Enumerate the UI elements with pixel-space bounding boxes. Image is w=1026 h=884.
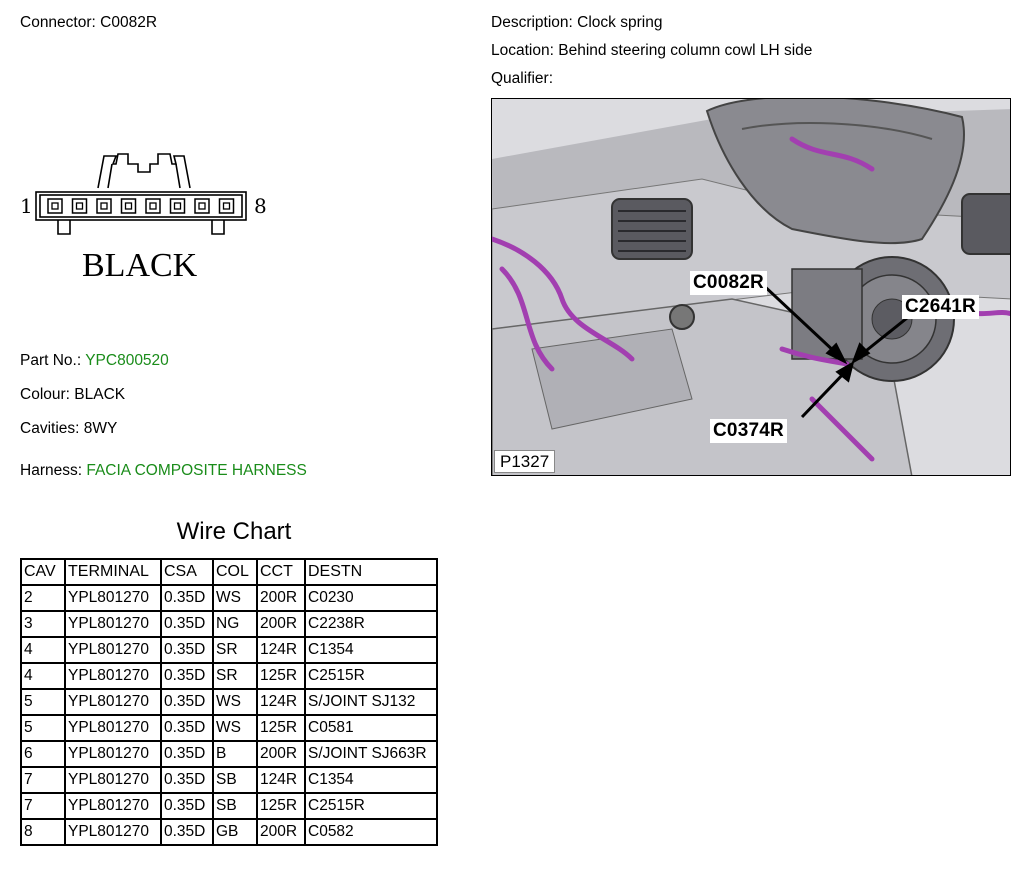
photo-id-label: P1327 (494, 450, 555, 473)
cell-csa: 0.35D (161, 819, 213, 845)
connector-pin (122, 199, 136, 213)
cell-cav: 7 (21, 793, 65, 819)
connector-pin-contact (126, 203, 132, 209)
connector-pin-contact (199, 203, 205, 209)
cell-destn: C0230 (305, 585, 437, 611)
colour-value: BLACK (74, 386, 126, 403)
wire-chart-row (21, 793, 437, 819)
cell-cct: 200R (257, 741, 305, 767)
cell-col: NG (213, 611, 257, 637)
cell-terminal: YPL801270 (65, 637, 161, 663)
header-terminal: TERMINAL (65, 559, 161, 585)
cell-terminal: YPL801270 (65, 585, 161, 611)
connector-pins (48, 199, 234, 213)
cell-cav: 2 (21, 585, 65, 611)
cell-cav: 4 (21, 663, 65, 689)
wire-chart-row (21, 637, 437, 663)
wire-chart-row (21, 741, 437, 767)
connector-face-diagram (18, 150, 280, 290)
cell-csa: 0.35D (161, 663, 213, 689)
cell-csa: 0.35D (161, 689, 213, 715)
connector-pin-contact (101, 203, 107, 209)
connector-pin (73, 199, 87, 213)
wire-chart-table (20, 558, 438, 846)
cell-cav: 5 (21, 715, 65, 741)
wire-chart-row (21, 767, 437, 793)
cell-col: SR (213, 663, 257, 689)
description-line (491, 14, 662, 32)
wire-chart-row (21, 819, 437, 845)
cell-destn: C1354 (305, 767, 437, 793)
location-photo (491, 98, 1011, 476)
cell-cct: 125R (257, 715, 305, 741)
cell-cct: 125R (257, 663, 305, 689)
cell-csa: 0.35D (161, 637, 213, 663)
cell-terminal: YPL801270 (65, 767, 161, 793)
connector-pin-contact (175, 203, 181, 209)
cell-destn: C1354 (305, 637, 437, 663)
cell-csa: 0.35D (161, 715, 213, 741)
wire-chart-row (21, 663, 437, 689)
cavities-line (20, 420, 117, 438)
connector-pin (146, 199, 160, 213)
cell-terminal: YPL801270 (65, 819, 161, 845)
connector-id-value: C0082R (100, 14, 158, 31)
header-col: COL (213, 559, 257, 585)
cell-cct: 124R (257, 637, 305, 663)
connector-pin-contact (224, 203, 230, 209)
cell-cct: 124R (257, 689, 305, 715)
connector-pin (171, 199, 185, 213)
cell-csa: 0.35D (161, 611, 213, 637)
cell-cct: 200R (257, 585, 305, 611)
qualifier-label: Qualifier: (491, 70, 554, 87)
part-number-label: Part No.: (20, 352, 82, 369)
callout-c2641r: C2641R (902, 295, 979, 319)
location-value: Behind steering column cowl LH side (558, 42, 813, 59)
cell-cav: 6 (21, 741, 65, 767)
connector-pin (195, 199, 209, 213)
connector-pin (220, 199, 234, 213)
connector-pin (97, 199, 111, 213)
connector-pin-contact (150, 203, 156, 209)
wire-chart-row (21, 585, 437, 611)
cell-destn: S/JOINT SJ132 (305, 689, 437, 715)
wire-chart-row (21, 689, 437, 715)
part-number-line (20, 352, 169, 370)
cell-col: SB (213, 793, 257, 819)
cell-terminal: YPL801270 (65, 715, 161, 741)
cell-csa: 0.35D (161, 741, 213, 767)
cell-destn: C0581 (305, 715, 437, 741)
pin-start-label: 1 (20, 194, 33, 218)
cell-cct: 125R (257, 793, 305, 819)
header-cct: CCT (257, 559, 305, 585)
description-value: Clock spring (577, 14, 663, 31)
cell-destn: C2515R (305, 663, 437, 689)
cell-col: WS (213, 585, 257, 611)
connector-pin-contact (77, 203, 83, 209)
cell-cav: 7 (21, 767, 65, 793)
cell-cav: 3 (21, 611, 65, 637)
cell-cav: 4 (21, 637, 65, 663)
pin-end-label: 8 (254, 194, 267, 218)
cell-cav: 8 (21, 819, 65, 845)
wire-chart-row (21, 715, 437, 741)
cell-col: WS (213, 715, 257, 741)
cell-csa: 0.35D (161, 585, 213, 611)
harness-link[interactable]: FACIA COMPOSITE HARNESS (86, 462, 307, 479)
cell-cct: 200R (257, 611, 305, 637)
cell-terminal: YPL801270 (65, 741, 161, 767)
wire-chart-header-row (21, 559, 437, 585)
header-csa: CSA (161, 559, 213, 585)
cavities-label: Cavities: (20, 420, 80, 437)
connector-pin (48, 199, 62, 213)
cell-terminal: YPL801270 (65, 663, 161, 689)
connector-colour-label: BLACK (82, 247, 198, 284)
cell-terminal: YPL801270 (65, 793, 161, 819)
qualifier-line (491, 70, 553, 88)
connector-id-line (20, 14, 157, 32)
header-cav: CAV (21, 559, 65, 585)
cell-cav: 5 (21, 689, 65, 715)
colour-line (20, 386, 125, 404)
cell-destn: C2238R (305, 611, 437, 637)
cell-destn: C2515R (305, 793, 437, 819)
cell-cct: 124R (257, 767, 305, 793)
description-label: Description: (491, 14, 573, 31)
header-destn: DESTN (305, 559, 437, 585)
harness-line (20, 462, 307, 480)
cell-col: SR (213, 637, 257, 663)
cell-col: WS (213, 689, 257, 715)
cell-csa: 0.35D (161, 767, 213, 793)
connector-id-label: Connector: (20, 14, 96, 31)
location-line (491, 42, 812, 60)
cavities-value: 8WY (83, 420, 118, 437)
cell-col: B (213, 741, 257, 767)
wire-chart-row (21, 611, 437, 637)
callout-c0374r: C0374R (710, 419, 787, 443)
location-label: Location: (491, 42, 554, 59)
cell-destn: S/JOINT SJ663R (305, 741, 437, 767)
cell-csa: 0.35D (161, 793, 213, 819)
cell-terminal: YPL801270 (65, 689, 161, 715)
connector-pin-contact (52, 203, 58, 209)
colour-label: Colour: (20, 386, 70, 403)
part-number-link[interactable]: YPC800520 (85, 352, 169, 369)
cell-terminal: YPL801270 (65, 611, 161, 637)
cell-destn: C0582 (305, 819, 437, 845)
harness-label: Harness: (20, 462, 83, 479)
wire-chart-title: Wire Chart (176, 518, 292, 545)
cell-col: SB (213, 767, 257, 793)
cell-col: GB (213, 819, 257, 845)
callout-c0082r: C0082R (690, 271, 767, 295)
cell-cct: 200R (257, 819, 305, 845)
